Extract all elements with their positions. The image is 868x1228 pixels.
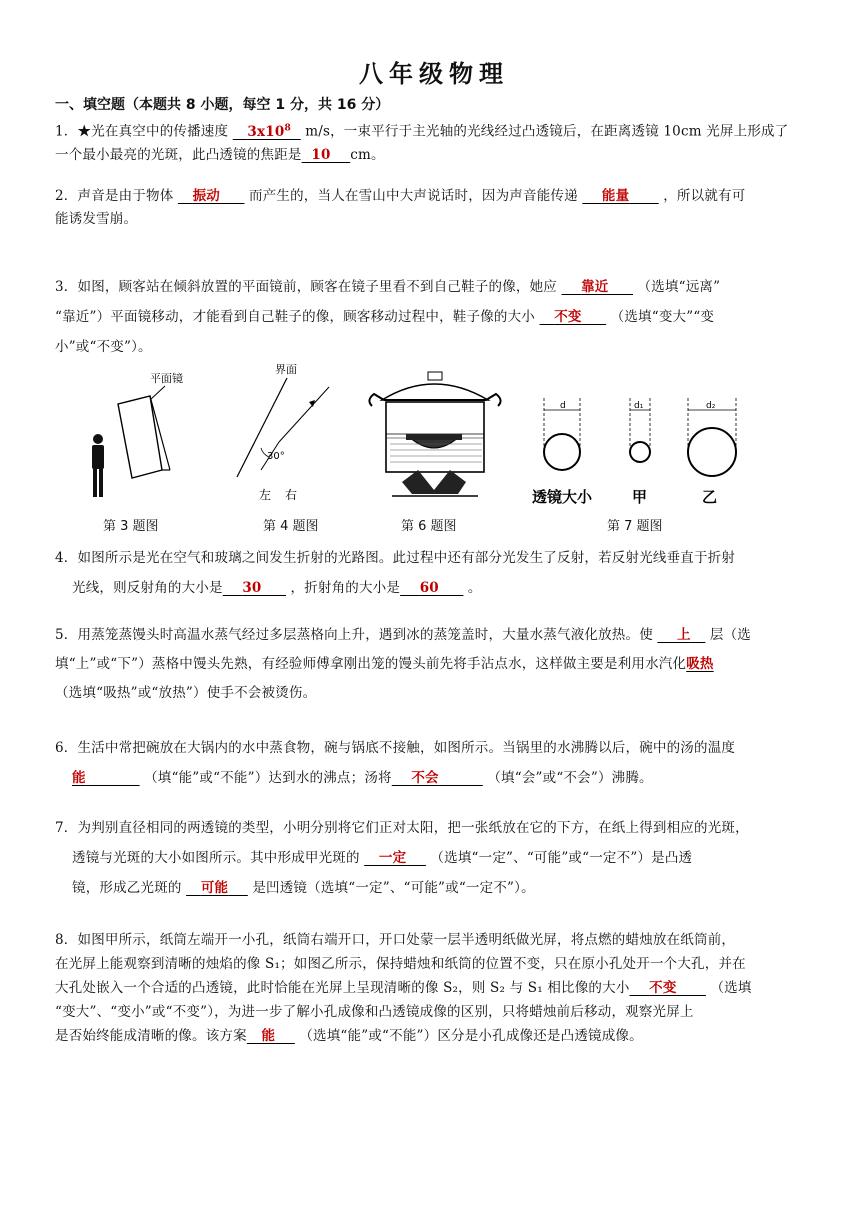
d-label: d [560, 401, 566, 411]
answer-blank: 不变 [554, 309, 582, 325]
answer-blank: 10 [311, 146, 331, 163]
figure-4-refraction [225, 362, 335, 507]
page-title: 八年级物理 [359, 60, 509, 88]
yi-label: 乙 [702, 488, 718, 506]
question-4: 4．如图所示是光在空气和玻璃之间发生折射的光路图。此过程中还有部分光发生了反射，若反射光线垂直于折射 光线，则反射角的大小是 30 ，折射角的大小是 60 。 [55, 550, 736, 596]
question-1: 1．★光在真空中的传播速度 $3x10^8$ m/s，一束平行于主光轴的光线经过凸透镜后，在距离透镜 10cm 光屏上形成了 一个最小最亮的光斑，此凸透镜的焦距是 10 cm。 [55, 123, 789, 163]
question-2: 2．声音是由于物体 振动 而产生的，当人在雪山中大声说话时，因为声音能传递 能量 ，所以就有可 能诱发雪崩。 [55, 188, 746, 227]
caption-fig7: 第 7 题图 [607, 519, 663, 534]
caption-fig4: 第 4 题图 [263, 519, 319, 534]
angle-label: 30° [267, 451, 285, 462]
interface-label: 界面 [275, 363, 297, 376]
caption-fig6: 第 6 题图 [401, 519, 457, 534]
answer-blank: 不会 [411, 770, 439, 786]
answer-blank: 30 [242, 580, 262, 596]
answer-blank: $3x10^8$ [247, 123, 291, 140]
question-3: 3．如图，顾客站在倾斜放置的平面镜前，顾客在镜子里看不到自己鞋子的像，她应 靠近 （选填“远离” “靠近”）平面镜移动，才能看到自己鞋子的像，顾客移动过程中，鞋子像的大小 不变 （选填“变大”“变 小”或“不变”）。 [55, 279, 721, 355]
answer-blank: 上 [677, 627, 691, 643]
answer-blank: 能量 [601, 188, 630, 204]
answer-blank: 吸热 [686, 656, 714, 672]
figure-6-pot [362, 362, 507, 507]
question-8: 8．如图甲所示，纸筒左端开一小孔，纸筒右端开口，开口处蒙一层半透明纸做光屏，将点燃的蜡烛放在纸筒前， 在光屏上能观察到清晰的烛焰的像 S₁；如图乙所示，保持蜡烛和纸筒的位置不变，只在原小孔处开一个大孔，并在 大孔处嵌入一个合适的凸透镜，此时恰能在光屏上呈现清晰的像 S₂，则 S₂ 与 S₁ 相比像的大小 不变 （选填 “变大”、“变小”或“不变”），为进一步了解小孔成像和凸透镜成像的区别，只将蜡烛前后移动，观察光屏上 是否始终能成清晰的像。该方案 能 （选填“能”或“不能”）区分是小孔成像还是凸透镜成像。 [55, 932, 752, 1044]
answer-blank: 不变 [649, 980, 677, 996]
d1-label: d₁ [634, 401, 644, 411]
right-label: 右 [285, 488, 298, 502]
answer-blank: 靠近 [581, 279, 609, 295]
answer-blank: 振动 [192, 188, 220, 204]
answer-blank: 可能 [200, 880, 229, 896]
caption-fig3: 第 3 题图 [103, 519, 159, 534]
figure-7-lenses [530, 390, 745, 510]
lens-size-label: 透镜大小 [532, 488, 593, 506]
answer-blank: 能 [261, 1028, 276, 1044]
left-label: 左 [259, 488, 272, 502]
question-6: 6．生活中常把碗放在大锅内的水中蒸食物，碗与锅底不接触，如图所示。当锅里的水沸腾以后，碗中的汤的温度 能 （填“能”或“不能”）达到水的沸点；汤将 不会 （填“会”或“不会”）沸腾。 [55, 740, 736, 786]
answer-blank: 一定 [378, 850, 407, 866]
mirror-label: 平面镜 [150, 372, 183, 385]
answer-blank: 能 [72, 770, 86, 786]
question-7: 7．为判别直径相同的两透镜的类型，小明分别将它们正对太阳，把一张纸放在它的下方，在纸上得到相应的光斑， 透镜与光斑的大小如图所示。其中形成甲光斑的 一定 （选填“一定”、“可能”或“一定不”）是凸透 镜，形成乙光斑的 可能 是凹透镜（选填“一定”、“可能”或“一定不”）。 [55, 820, 749, 896]
jia-label: 甲 [632, 488, 648, 506]
d2-label: d₂ [706, 401, 716, 411]
figure-3-mirror [80, 362, 190, 507]
question-5: 5．用蒸笼蒸馒头时高温水蒸气经过多层蒸格向上升，遇到冰的蒸笼盖时，大量水蒸气液化放热。使 上 层（选 填“上”或“下”）蒸格中馒头先熟，有经验师傅拿刚出笼的馒头前先将手沾点水，这样做主要是利用水汽化吸热 （选填“吸热”或“放热”）使手不会被烫伤。 [55, 627, 752, 701]
answer-blank: 60 [419, 580, 439, 596]
section-heading: 一、填空题（本题共 8 小题，每空 1 分，共 16 分） [55, 97, 390, 113]
